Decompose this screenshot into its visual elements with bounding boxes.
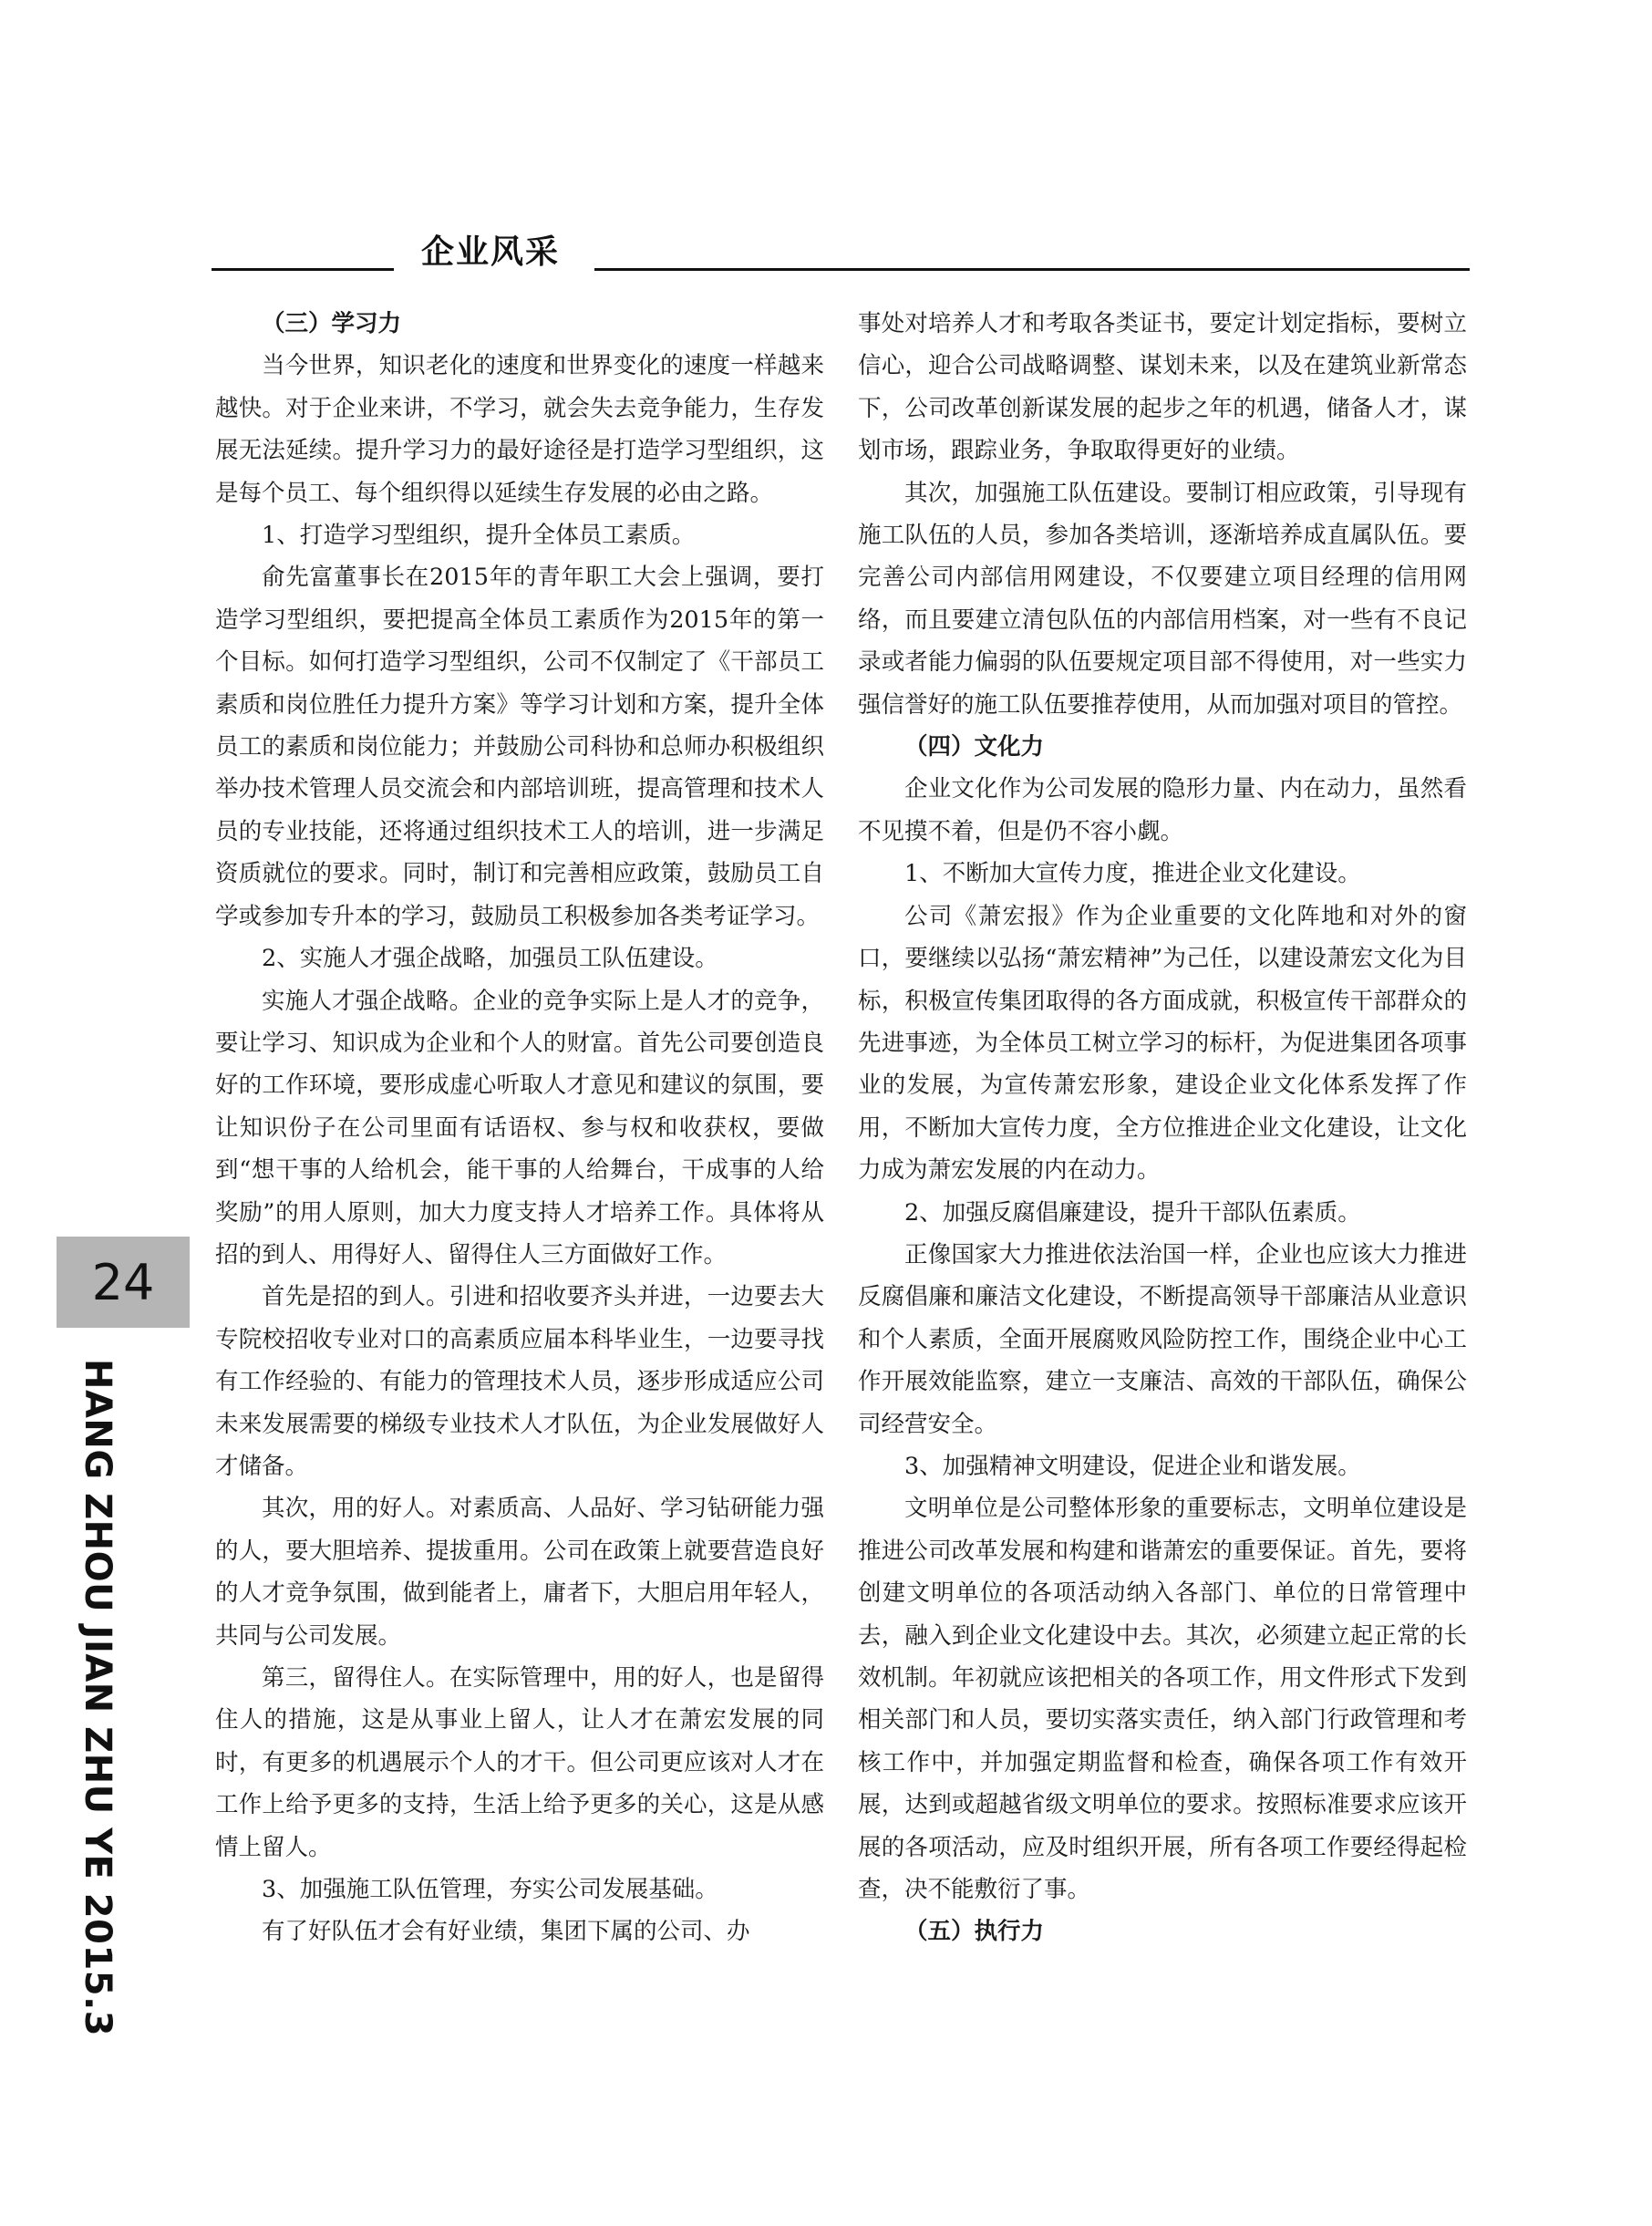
paragraph: 3、加强施工队伍管理，夯实公司发展基础。 xyxy=(262,1876,718,1904)
section-title: 企业风采 xyxy=(421,233,561,271)
paragraph: 1、打造学习型组织，提升全体员工素质。 xyxy=(262,522,696,550)
paragraph: 首先是招的到人。引进和招收要齐头并进，一边要去大专院校招收专业对口的高素质应届本科毕业生，一边要寻找有工作经验的、有能力的管理技术人员，逐步形成适应公司未来发展需要的梯级专业技术人才队伍，为企业发展做好人才储备。 xyxy=(215,1283,824,1480)
left-column xyxy=(215,303,824,1953)
paragraph: 2、实施人才强企战略，加强员工队伍建设。 xyxy=(262,945,718,973)
paragraph: 俞先富董事长在2015年的青年职工大会上强调，要打造学习型组织，要把提高全体员工素质作为2015年的第一个目标。如何打造学习型组织，公司不仅制定了《干部员工素质和岗位胜任力提升方案》等学习计划和方案，提升全体员工的素质和岗位能力；并鼓励公司科协和总师办积极组织举办技术管理人员交流会和内部培训班，提高管理和技术人员的专业技能，还将通过组织技术工人的培训，进一步满足资质就位的要求。同时，制订和完善相应政策，鼓励员工自学或参加专升本的学习，鼓励员工积极参加各类考证学习。 xyxy=(215,564,824,930)
right-column xyxy=(858,303,1467,1953)
paragraph: 文明单位是公司整体形象的重要标志，文明单位建设是推进公司改革发展和构建和谐萧宏的重要保证。首先，要将创建文明单位的各项活动纳入各部门、单位的日常管理中去，融入到企业文化建设中去。其次，必须建立起正常的长效机制。年初就应该把相关的各项工作，用文件形式下发到相关部门和人员，要切实落实责任，纳入部门行政管理和考核工作中，并加强定期监督和检查，确保各项工作有效开展，达到或超越省级文明单位的要求。按照标准要求应该开展的各项活动，应及时组织开展，所有各项工作要经得起检查，决不能敷衍了事。 xyxy=(858,1495,1467,1904)
paragraph: 2、加强反腐倡廉建设，提升干部队伍素质。 xyxy=(904,1198,1361,1227)
paragraph: 1、不断加大宣传力度，推进企业文化建设。 xyxy=(904,860,1361,888)
section-heading: （五）执行力 xyxy=(904,1918,1045,1946)
paragraph: 第三，留得住人。在实际管理中，用的好人，也是留得住人的措施，这是从事业上留人，让人才在萧宏发展的同时，有更多的机遇展示个人的才干。但公司更应该对人才在工作上给予更多的支持，生活上给予更多的关心，这是从感情上留人。 xyxy=(215,1664,824,1861)
header-rule-left xyxy=(212,268,394,271)
section-heading: （四）文化力 xyxy=(904,733,1045,761)
paragraph: 公司《萧宏报》作为企业重要的文化阵地和对外的窗口，要继续以弘扬“萧宏精神”为己任，以建设萧宏文化为目标，积极宣传集团取得的各方面成就，积极宣传干部群众的先进事迹，为全体员工树立学习的标杆，为促进集团各项事业的发展，为宣传萧宏形象，建设企业文化体系发挥了作用，不断加大宣传力度，全方位推进企业文化建设，让文化力成为萧宏发展的内在动力。 xyxy=(858,902,1467,1185)
paragraph: 3、加强精神文明建设，促进企业和谐发展。 xyxy=(904,1452,1361,1480)
paragraph: 有了好队伍才会有好业绩，集团下属的公司、办 xyxy=(262,1918,750,1946)
paragraph: 其次，用的好人。对素质高、人品好、学习钻研能力强的人，要大胆培养、提拔重用。公司在政策上就要营造良好的人才竞争氛围，做到能者上，庸者下，大胆启用年轻人，共同与公司发展。 xyxy=(215,1495,824,1650)
paragraph: 实施人才强企战略。企业的竞争实际上是人才的竞争，要让学习、知识成为企业和个人的财富。首先公司要创造良好的工作环境，要形成虚心听取人才意见和建议的氛围，要让知识份子在公司里面有话语权、参与权和收获权，要做到“想干事的人给机会，能干事的人给舞台，干成事的人给奖励”的用人原则，加大力度支持人才培养工作。具体将从招的到人、用得好人、留得住人三方面做好工作。 xyxy=(215,987,824,1268)
header-rule-right xyxy=(594,268,1470,271)
paragraph: 当今世界，知识老化的速度和世界变化的速度一样越来越快。对于企业来讲，不学习，就会失去竞争能力，生存发展无法延续。提升学习力的最好途径是打造学习型组织，这是每个员工、每个组织得以延续生存发展的必由之路。 xyxy=(215,352,824,507)
magazine-name: HANG ZHOU JIAN ZHU YE 2015.3 xyxy=(77,1359,119,2037)
paragraph: 企业文化作为公司发展的隐形力量、内在动力，虽然看不见摸不着，但是仍不容小觑。 xyxy=(858,775,1467,845)
paragraph: 其次，加强施工队伍建设。要制订相应政策，引导现有施工队伍的人员，参加各类培训，逐渐培养成直属队伍。要完善公司内部信用网建设，不仅要建立项目经理的信用网络，而且要建立清包队伍的内部信用档案，对一些有不良记录或者能力偏弱的队伍要规定项目部不得使用，对一些实力强信誉好的施工队伍要推荐使用，从而加强对项目的管控。 xyxy=(858,479,1467,719)
paragraph: 正像国家大力推进依法治国一样，企业也应该大力推进反腐倡廉和廉洁文化建设，不断提高领导干部廉洁从业意识和个人素质，全面开展腐败风险防控工作，围绕企业中心工作开展效能监察，建立一支廉洁、高效的干部队伍，确保公司经营安全。 xyxy=(858,1240,1467,1438)
paragraph: 事处对培养人才和考取各类证书，要定计划定指标，要树立信心，迎合公司战略调整、谋划未来，以及在建筑业新常态下，公司改革创新谋发展的起步之年的机遇，储备人才，谋划市场，跟踪业务，争取取得更好的业绩。 xyxy=(858,310,1467,465)
section-heading: （三）学习力 xyxy=(262,310,402,337)
page-number: 24 xyxy=(57,1237,190,1328)
